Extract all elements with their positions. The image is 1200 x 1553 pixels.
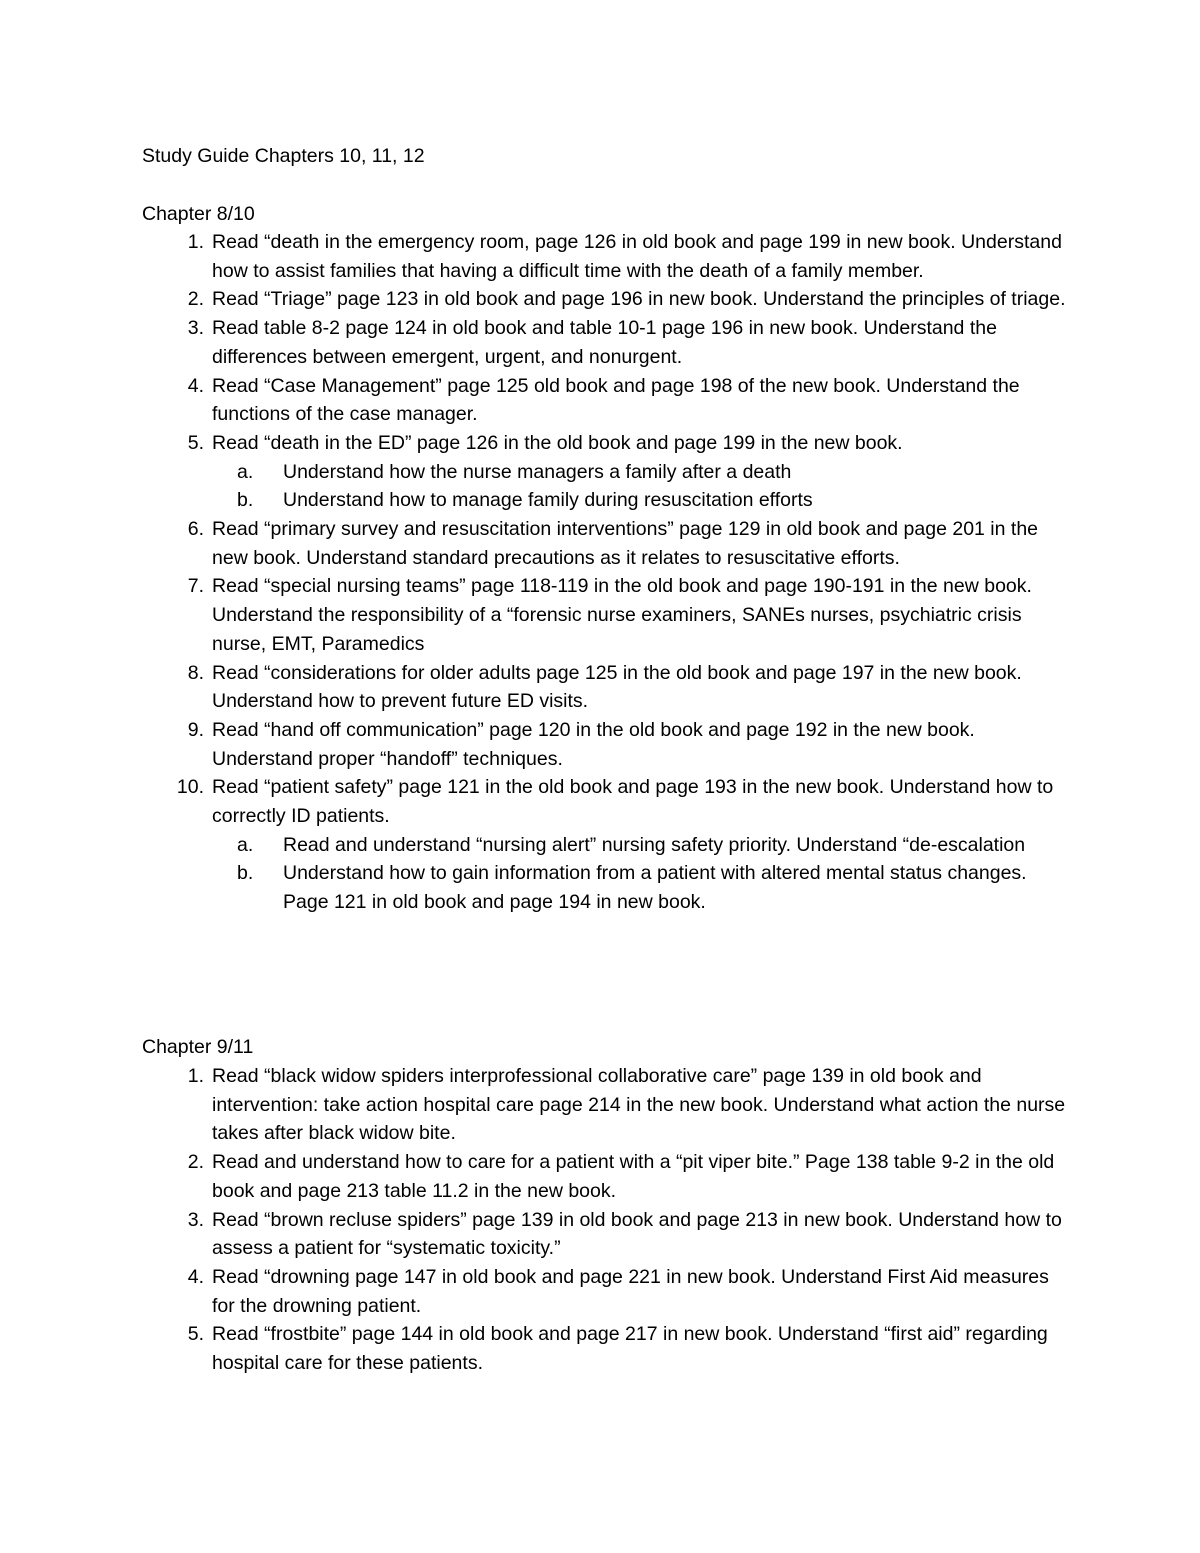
- list-item: [187, 285, 1072, 314]
- item-number: 7.: [187, 575, 204, 598]
- sub-item-text: Understand how the nurse managers a family after a death: [283, 460, 792, 483]
- sub-list-item: [237, 831, 1072, 860]
- list-item: [187, 1148, 1072, 1205]
- list-item: [187, 429, 1072, 515]
- item-text: Read table 8-2 page 124 in old book and table 10-1 page 196 in new book. Understand the differences between emergent, urgent, and nonurgent.: [212, 317, 997, 368]
- list-item: [187, 372, 1072, 429]
- item-number: 9.: [187, 718, 204, 741]
- item-number: 5.: [187, 431, 204, 454]
- list-item: [187, 515, 1072, 572]
- sub-list-item: [237, 486, 1072, 515]
- item-number: 5.: [187, 1323, 204, 1346]
- item-number: 1.: [187, 1065, 204, 1087]
- chapter-heading: Chapter 8/10: [142, 203, 255, 225]
- item-number: 3.: [187, 317, 204, 340]
- sub-item-text: Understand how to gain information from a patient with altered mental status changes. Page 121 in old book and page 194 in new book.: [283, 862, 1027, 914]
- item-text: Read “considerations for older adults page 125 in the old book and page 197 in the new book. Understand how to prevent future ED visits.: [212, 661, 1022, 713]
- item-text: Read “black widow spiders interprofessional collaborative care” page 139 in old book and intervention: take action hospital care page 214 in the new book. Understand what action the nurse takes after black widow bite.: [212, 1065, 1066, 1145]
- list-item: [187, 1263, 1072, 1320]
- sub-item-letter: a.: [237, 460, 254, 483]
- item-number: 8.: [187, 661, 204, 684]
- list-item: [187, 1206, 1072, 1263]
- list-item: [187, 1062, 1072, 1148]
- document-title: Study Guide Chapters 10, 11, 12: [142, 145, 425, 167]
- list-item: [176, 773, 1072, 917]
- item-number: 1.: [187, 231, 204, 253]
- item-text: Read “drowning page 147 in old book and page 221 in new book. Understand First Aid measures for the drowning patient.: [212, 1265, 1049, 1317]
- item-text: Read “frostbite” page 144 in old book and page 217 in new book. Understand “first aid” regarding hospital care for these patients.: [212, 1323, 1048, 1375]
- chapter-heading: Chapter 9/11: [142, 1036, 254, 1058]
- item-number: 2.: [187, 1151, 204, 1174]
- item-number: 3.: [187, 1208, 204, 1231]
- sub-item-list: [212, 458, 1072, 515]
- item-text: Read “death in the emergency room, page 126 in old book and page 199 in new book. Understand how to assist families that having a difficult time with the death of a family member.: [212, 231, 1062, 282]
- item-number: 2.: [187, 288, 204, 311]
- list-item: [187, 659, 1072, 716]
- item-text: Read “special nursing teams” page 118-119 in the old book and page 190-191 in the new book. Understand the responsibility of a “forensic nurse examiners, SANEs nurses, psychiatric crisis nurse, EMT, Paramedics: [212, 575, 1032, 655]
- item-text: Read “primary survey and resuscitation interventions” page 129 in old book and page 201 in the new book. Understand standard precautions as it relates to resuscitative efforts.: [212, 518, 1039, 569]
- item-number: 4.: [187, 1265, 204, 1288]
- item-text: Read “patient safety” page 121 in the old book and page 193 in the new book. Understand how to correctly ID patients.: [212, 776, 1054, 828]
- item-text: Read “hand off communication” page 120 in the old book and page 192 in the new book. Understand proper “handoff” techniques.: [212, 718, 975, 770]
- sub-item-text: Read and understand “nursing alert” nursing safety priority. Understand “de-escalation: [283, 833, 1026, 856]
- sub-item-letter: b.: [237, 862, 254, 885]
- item-text: Read “Triage” page 123 in old book and page 196 in new book. Understand the principles of triage.: [212, 288, 1066, 311]
- list-item: [187, 1320, 1072, 1377]
- list-item: [187, 572, 1072, 658]
- sub-item-list: [212, 831, 1072, 917]
- sub-item-letter: b.: [237, 489, 254, 512]
- item-number: 6.: [187, 518, 204, 541]
- list-item: [187, 228, 1072, 285]
- item-text: Read and understand how to care for a patient with a “pit viper bite.” Page 138 table 9-2 in the old book and page 213 table 11.2 in the new book.: [212, 1151, 1055, 1202]
- item-text: Read “brown recluse spiders” page 139 in old book and page 213 in new book. Understand how to assess a patient for “systematic toxicity.”: [212, 1208, 1062, 1260]
- sub-item-text: Understand how to manage family during resuscitation efforts: [283, 489, 813, 512]
- list-item: [187, 314, 1072, 371]
- chapter-item-list: [176, 228, 1072, 917]
- chapter-item-list: [187, 1062, 1072, 1378]
- sub-list-item: [237, 859, 1072, 916]
- sub-list-item: [237, 458, 1072, 487]
- list-item: [187, 716, 1072, 773]
- item-number: 4.: [187, 374, 204, 397]
- item-text: Read “Case Management” page 125 old book and page 198 of the new book. Understand the functions of the case manager.: [212, 374, 1020, 426]
- sub-item-letter: a.: [237, 833, 254, 856]
- item-text: Read “death in the ED” page 126 in the old book and page 199 in the new book.: [212, 431, 903, 454]
- item-number: 10.: [176, 776, 204, 799]
